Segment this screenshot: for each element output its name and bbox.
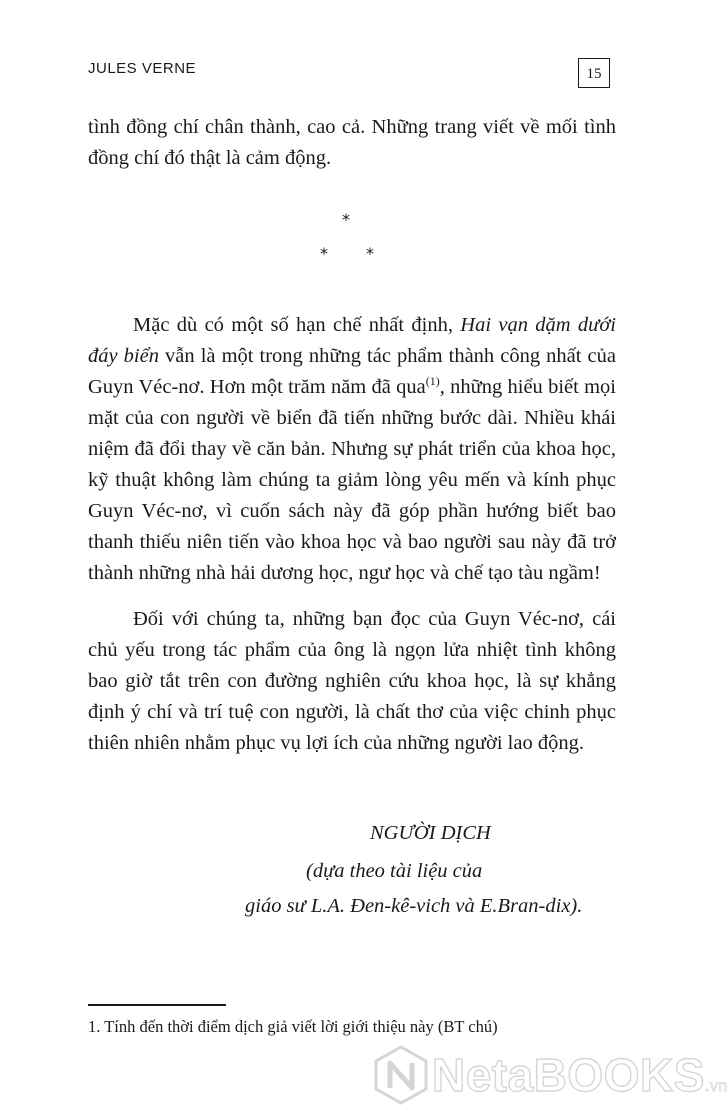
paragraph-main-intro: Mặc dù có một số hạn chế nhất định, (133, 314, 461, 336)
book-title: Hai vạn dặm dưới đáy biển (88, 314, 616, 367)
watermark-suffix: .vn (704, 1078, 728, 1095)
watermark (368, 1040, 728, 1110)
paragraph-main (88, 310, 616, 589)
separator-star-right: * (366, 244, 374, 263)
paragraph-closing: Đối với chúng ta, những bạn đọc của Guyn Véc-nơ, cái chủ yếu trong tác phẩm của ông là ngọn lửa nhiệt tình không bao giờ tắt trên con đường nghiên cứu khoa học, là sự khẳng định ý chí và trí tuệ con người, là chất thơ của việc chinh phục thiên nhiên nhằm phục vụ lợi ích của những người lao động. (88, 608, 616, 754)
signature-source: (dựa theo tài liệu của (306, 860, 483, 882)
page-number: 15 (578, 58, 610, 88)
separator-star-top: * (342, 210, 350, 229)
paragraph-main-rest: , những hiểu biết mọi mặt của con người về biển đã tiến những bước dài. Nhiều khái niệm đã đổi thay về căn bản. Nhưng sự phát triển của khoa học, kỹ thuật không làm chúng ta giảm lòng yêu mến và kính phục Guyn Véc-nơ, vì cuốn sách này đã góp phần hướng biết bao thanh thiếu niên tiến vào khoa học và bao người sau này đã trở thành những nhà hải dương học, ngư học và chế tạo tàu ngầm! (88, 376, 616, 584)
footnote: 1. Tính đến thời điểm dịch giả viết lời giới thiệu này (BT chú) (88, 1017, 498, 1036)
signature-translator: NGƯỜI DỊCH (370, 822, 491, 844)
paragraph-continued: tình đồng chí chân thành, cao cả. Những trang viết về mối tình đồng chí đó thật là cảm động. (88, 116, 616, 169)
watermark-text (432, 1048, 728, 1102)
running-header-author: JULES VERNE (88, 60, 197, 77)
separator-star-left: * (320, 244, 328, 263)
watermark-logo-icon (372, 1044, 430, 1106)
footnote-divider (88, 1004, 226, 1006)
footnote-reference[interactable]: (1) (425, 374, 440, 389)
signature-authors: giáo sư L.A. Đen-kê-vich và E.Bran-dix). (245, 895, 583, 917)
watermark-brand: NetaBOOKS (432, 1049, 705, 1101)
paragraph-main-middle: vẫn là một trong những tác phẩm thành công nhất của Guyn Véc-nơ. Hơn một trăm năm đã qua (88, 345, 616, 398)
